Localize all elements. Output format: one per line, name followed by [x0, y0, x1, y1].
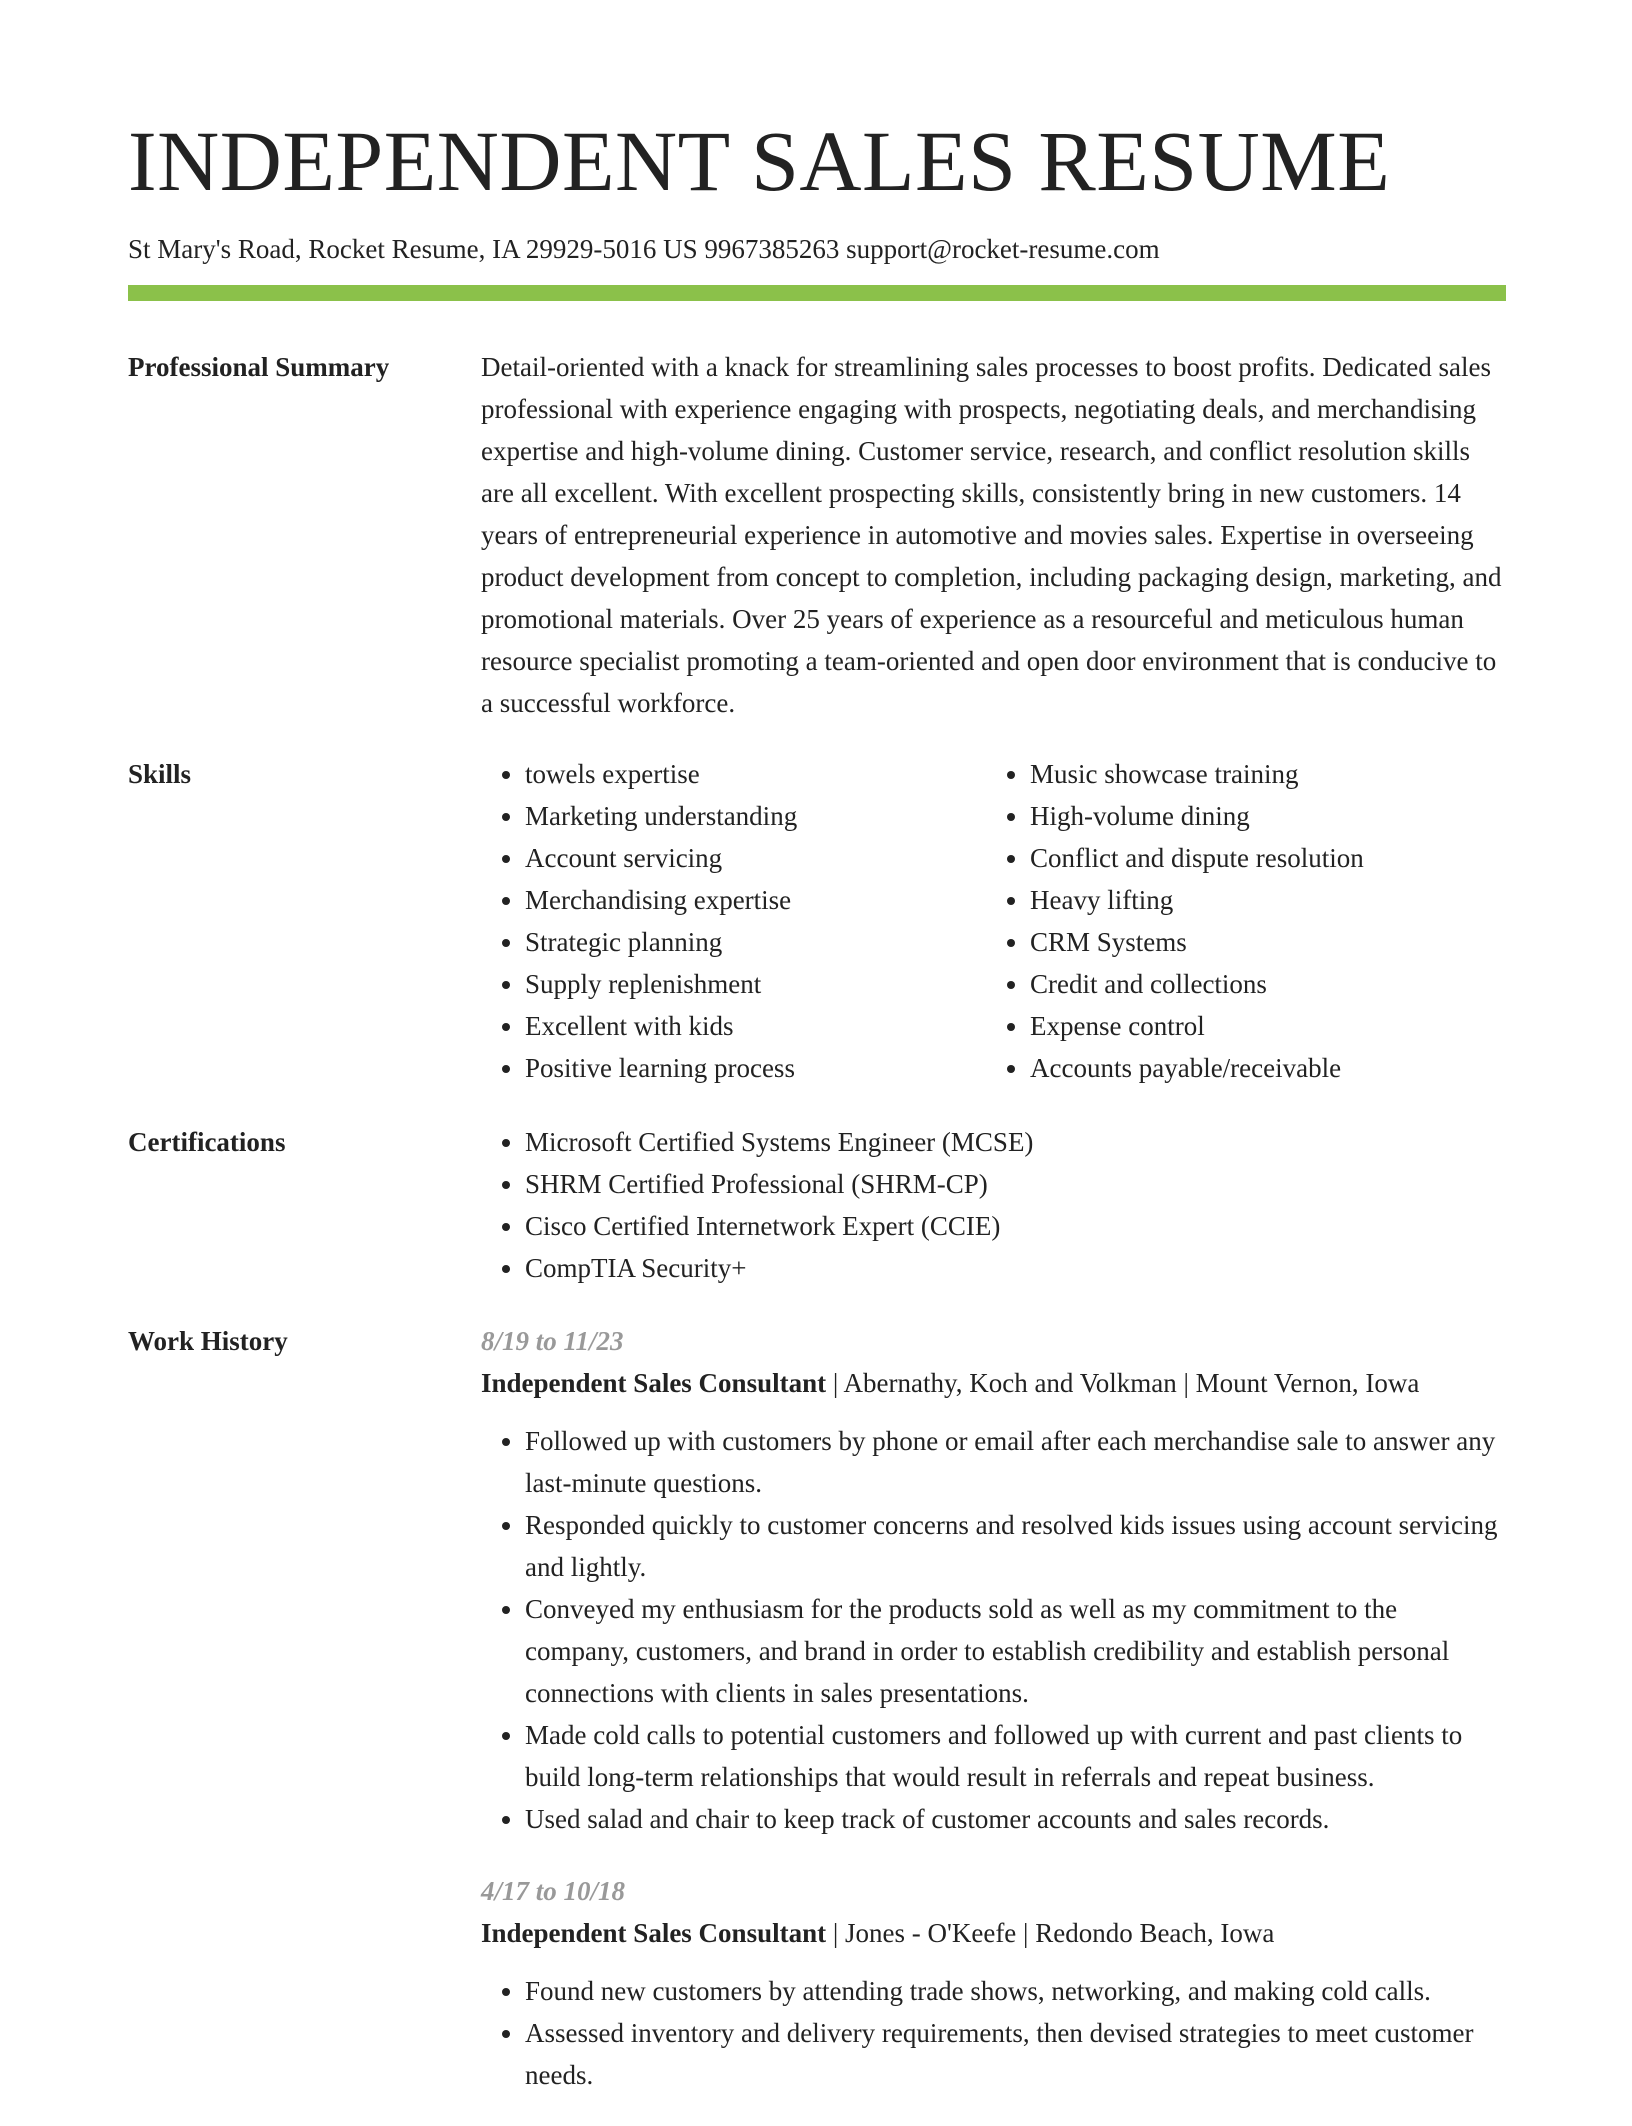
- job-dates: 4/17 to 10/18: [481, 1876, 626, 1906]
- certifications-list: [481, 1121, 1506, 1289]
- contact-line: St Mary's Road, Rocket Resume, IA 29929-5016 US 9967385263 support@rocket-resume.com: [128, 234, 1160, 264]
- job-entry: [481, 1870, 1506, 2096]
- job-heading: [481, 1912, 1506, 1954]
- skill-item: • towels expertise: [525, 753, 986, 795]
- skill-item: • CRM Systems: [1030, 921, 1491, 963]
- skills-content: [481, 753, 1506, 1089]
- job-bullets: [481, 1970, 1506, 2096]
- job-bullet: • Found new customers by attending trade shows, networking, and making cold calls.: [525, 1970, 1506, 2012]
- job-entry: [481, 1320, 1506, 1840]
- skill-item: • Positive learning process: [525, 1047, 986, 1089]
- certifications-content: [481, 1121, 1506, 1289]
- summary-label: Professional Summary: [128, 352, 390, 382]
- skill-item: • Merchandising expertise: [525, 879, 986, 921]
- skill-item: • Marketing understanding: [525, 795, 986, 837]
- job-title: Independent Sales Consultant: [481, 1368, 827, 1398]
- skills-label: Skills: [128, 759, 192, 789]
- resume-title: INDEPENDENT SALES RESUME: [128, 113, 1391, 209]
- summary-text: Detail-oriented with a knack for streamlining sales processes to boost profits. Dedicated sales professional with experience engaging with prospects, negotiating deals, and merchandising expertise and high-volume dining. Customer service, research, and conflict resolution skills are all excellent. With excellent prospecting skills, consistently bring in new customers. 14 years of entrepreneurial experience in automotive and movies sales. Expertise in overseeing product development from concept to completion, including packaging design, marketing, and promotional materials. Over 25 years of experience as a resourceful and meticulous human resource specialist promoting a team-oriented and open door environment that is conducive to a successful workforce.: [481, 352, 1502, 718]
- job-bullets: [481, 1420, 1506, 1840]
- job-title: Independent Sales Consultant: [481, 1918, 827, 1948]
- job-heading: [481, 1362, 1506, 1404]
- accent-divider: [128, 285, 1506, 301]
- certification-item: • SHRM Certified Professional (SHRM-CP): [525, 1163, 1506, 1205]
- summary-content: [481, 346, 1506, 724]
- skills-list-right: [986, 753, 1491, 1089]
- skill-item: • Heavy lifting: [1030, 879, 1491, 921]
- skill-item: • Credit and collections: [1030, 963, 1491, 1005]
- job-bullet: • Responded quickly to customer concerns and resolved kids issues using account servicing and lightly.: [525, 1504, 1506, 1588]
- skills-column-left: [481, 753, 986, 1089]
- job-bullet: • Followed up with customers by phone or email after each merchandise sale to answer any last-minute questions.: [525, 1420, 1506, 1504]
- skill-item: • High-volume dining: [1030, 795, 1491, 837]
- work-history-label: Work History: [128, 1326, 288, 1356]
- job-bullet: • Assessed inventory and delivery requirements, then devised strategies to meet customer needs.: [525, 2012, 1506, 2096]
- job-employer-location: | Abernathy, Koch and Volkman | Mount Vernon, Iowa: [826, 1368, 1420, 1398]
- job-employer-location: | Jones - O'Keefe | Redondo Beach, Iowa: [826, 1918, 1275, 1948]
- certification-item: • CompTIA Security+: [525, 1247, 1506, 1289]
- skill-item: • Music showcase training: [1030, 753, 1491, 795]
- job-bullet: • Conveyed my enthusiasm for the products sold as well as my commitment to the company, customers, and brand in order to establish credibility and establish personal connections with clients in sales presentations.: [525, 1588, 1506, 1714]
- skill-item: • Conflict and dispute resolution: [1030, 837, 1491, 879]
- work-history-content: [481, 1320, 1506, 2126]
- certification-item: • Cisco Certified Internetwork Expert (CCIE): [525, 1205, 1506, 1247]
- job-dates: 8/19 to 11/23: [481, 1326, 624, 1356]
- skill-item: • Account servicing: [525, 837, 986, 879]
- certification-item: • Microsoft Certified Systems Engineer (MCSE): [525, 1121, 1506, 1163]
- certifications-label: Certifications: [128, 1127, 286, 1157]
- skill-item: • Accounts payable/receivable: [1030, 1047, 1491, 1089]
- skill-item: • Supply replenishment: [525, 963, 986, 1005]
- skill-item: • Strategic planning: [525, 921, 986, 963]
- job-bullet: • Made cold calls to potential customers and followed up with current and past clients to build long-term relationships that would result in referrals and repeat business.: [525, 1714, 1506, 1798]
- skill-item: • Expense control: [1030, 1005, 1491, 1047]
- skill-item: • Excellent with kids: [525, 1005, 986, 1047]
- skills-column-right: [986, 753, 1491, 1089]
- skills-list-left: [481, 753, 986, 1089]
- job-bullet: • Used salad and chair to keep track of customer accounts and sales records.: [525, 1798, 1506, 1840]
